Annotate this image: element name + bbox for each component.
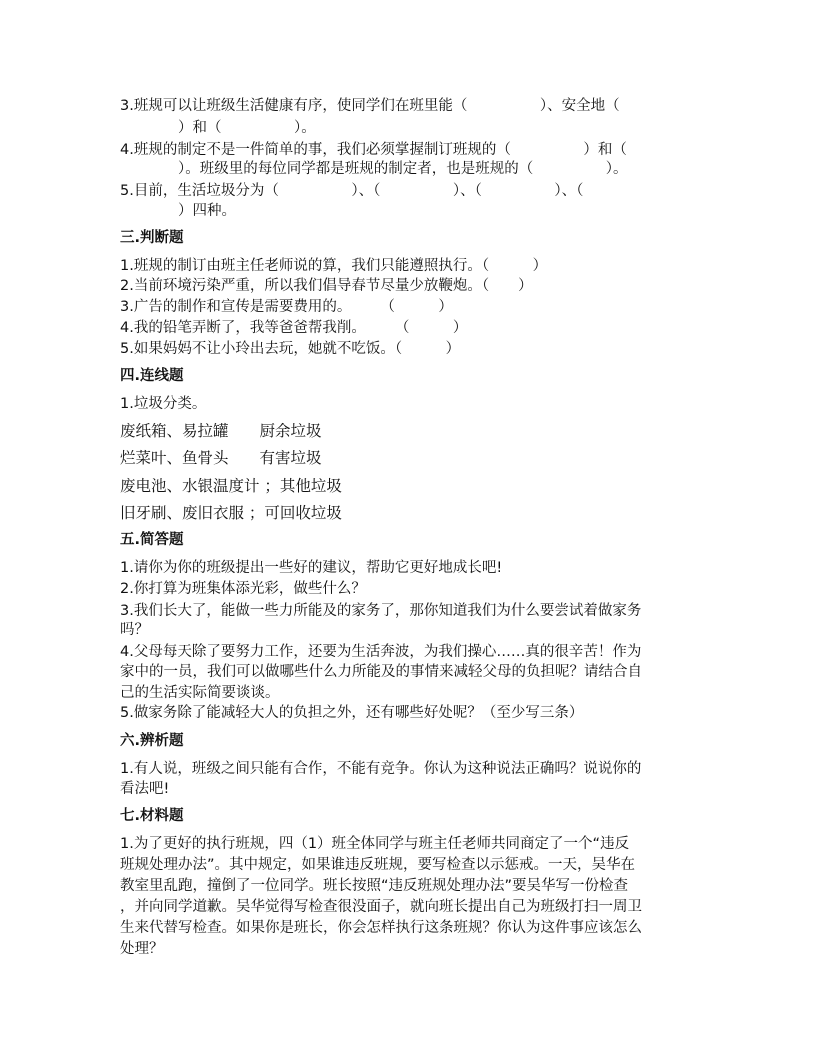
judge-item: 5.如果妈妈不让小玲出去玩，她就不吃饭。（ ）	[120, 341, 461, 357]
matching-pair: 废电池、水银温度计 ；其他垃圾	[120, 477, 342, 495]
judge-item: 1.班规的制订由班主任老师说的算，我们只能遵照执行。（ ）	[120, 258, 548, 274]
section-heading-short-answer: 五.简答题	[120, 532, 184, 548]
matching-pair: 烂菜叶、鱼骨头 有害垃圾	[120, 449, 322, 467]
short-answer-line: 5.做家务除了能减轻大人的负担之外，还有哪些好处呢？（至少写三条）	[120, 705, 584, 721]
section-heading-material: 七.材料题	[120, 808, 184, 824]
matching-pair: 旧牙刷、废旧衣服 ；可回收垃圾	[120, 504, 342, 522]
short-answer-line: 吗？	[120, 622, 149, 638]
matching-intro: 1.垃圾分类。	[120, 396, 207, 412]
material-line: ，并向同学道歉。吴华觉得写检查很没面子，就向班长提出自己为班级打扫一周卫	[120, 899, 642, 915]
material-line: 1.为了更好的执行班规，四（1）班全体同学与班主任老师共同商定了一个“违反	[120, 836, 630, 852]
fill-in-line: ）。班级里的每位同学都是班规的制定者，也是班规的（ ）。	[120, 161, 628, 177]
material-line: 班规处理办法”。其中规定，如果谁违反班规，要写检查以示惩戒。一天，吴华在	[120, 857, 636, 873]
judge-item: 2.当前环境污染严重，所以我们倡导春节尽量少放鞭炮。（ ）	[120, 278, 533, 294]
material-line: 处理？	[120, 941, 164, 957]
short-answer-line: 3.我们长大了，能做一些力所能及的家务了，那你知道我们为什么要尝试着做家务	[120, 603, 642, 619]
judge-item: 4.我的铅笔弄断了，我等爸爸帮我削。 （ ）	[120, 320, 468, 336]
section-heading-judge: 三.判断题	[120, 230, 184, 246]
fill-in-line: 5.目前，生活垃圾分为（ ）、（ ）、（ ）、（	[120, 183, 584, 199]
fill-in-line: 3.班规可以让班级生活健康有序，使同学们在班里能（ ）、安全地（	[120, 98, 620, 114]
short-answer-line: 己的生活实际简要谈谈。	[120, 685, 280, 701]
fill-in-line: ）四种。	[120, 203, 236, 219]
short-answer-line: 1.请你为你的班级提出一些好的建议，帮助它更好地成长吧!	[120, 560, 503, 576]
short-answer-line: 4.父母每天除了要努力工作，还要为生活奔波，为我们操心……真的很辛苦！作为	[120, 644, 642, 660]
analysis-line: 看法吧!	[120, 781, 170, 797]
analysis-line: 1.有人说，班级之间只能有合作，不能有竞争。你认为这种说法正确吗？说说你的	[120, 761, 642, 777]
short-answer-line: 2.你打算为班集体添光彩，做些什么？	[120, 581, 366, 597]
short-answer-line: 家中的一员，我们可以做哪些什么力所能及的事情来减轻父母的负担呢？请结合自	[120, 664, 642, 680]
material-line: 生来代替写检查。如果你是班长，你会怎样执行这条班规？你认为这件事应该怎么	[120, 920, 642, 936]
fill-in-line: ）和（ ）。	[120, 120, 316, 136]
material-line: 教室里乱跑，撞倒了一位同学。班长按照“违反班规处理办法”要吴华写一份检查	[120, 878, 629, 894]
section-heading-matching: 四.连线题	[120, 368, 184, 384]
section-heading-analysis: 六.辨析题	[120, 733, 184, 749]
matching-pair: 废纸箱、易拉罐 厨余垃圾	[120, 422, 322, 440]
judge-item: 3.广告的制作和宣传是需要费用的。 （ ）	[120, 299, 453, 315]
fill-in-line: 4.班规的制定不是一件简单的事，我们必须掌握制订班规的（ ）和（	[120, 142, 627, 158]
